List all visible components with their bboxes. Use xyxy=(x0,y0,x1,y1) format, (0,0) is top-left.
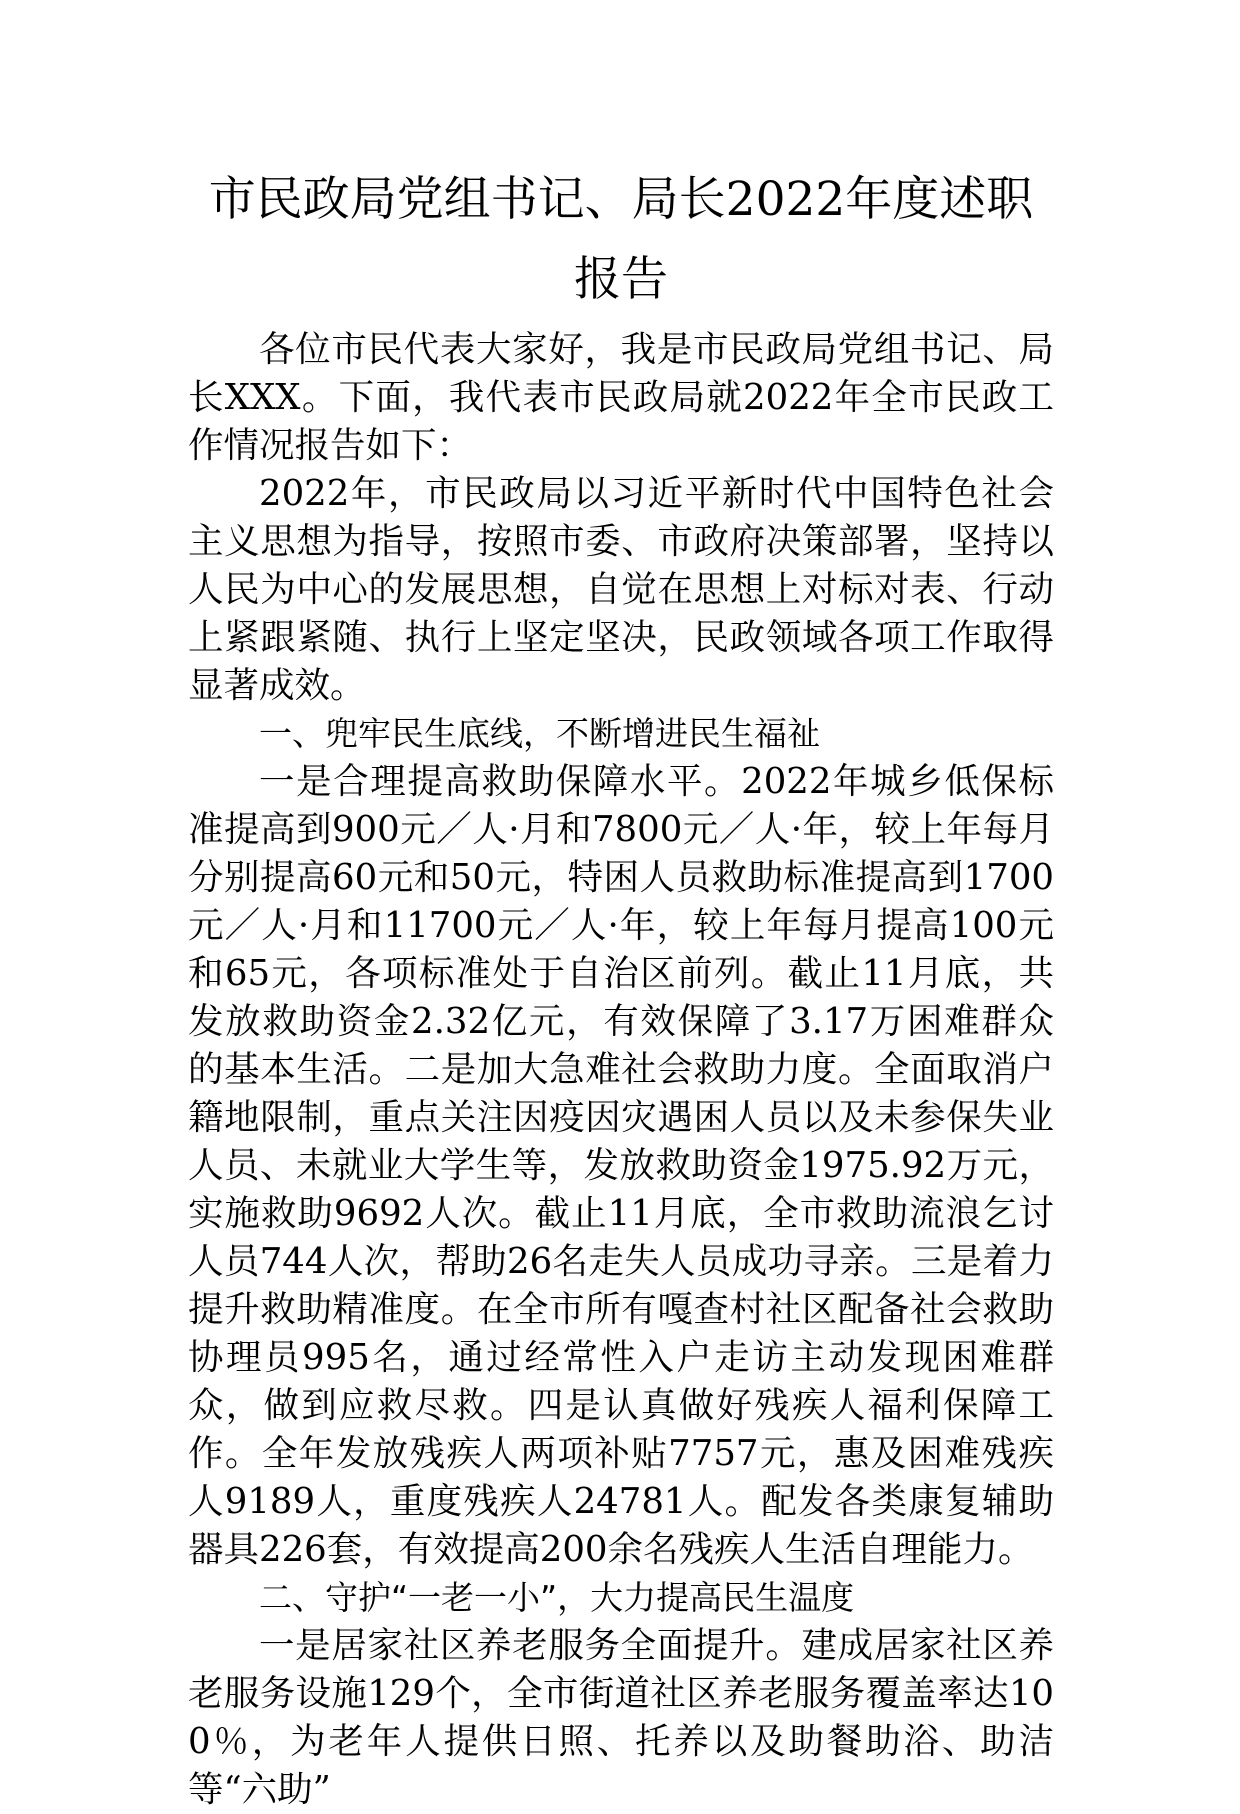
document-page xyxy=(188,160,1054,1814)
intro-paragraph: 各位市民代表大家好，我是市民政局党组书记、局长XXX。下面，我代表市民政局就2022年全市民政工作情况报告如下： xyxy=(188,329,1054,466)
overview-paragraph: 2022年，市民政局以习近平新时代中国特色社会主义思想为指导，按照市委、市政府决策部署，坚持以人民为中心的发展思想，自觉在思想上对标对表、行动上紧跟紧随、执行上坚定坚决，民政领域各项工作取得显著成效。 xyxy=(188,473,1054,706)
section-heading-2: 二、守护“一老一小”，大力提高民生温度 xyxy=(258,1578,855,1617)
section-heading-1: 一、兜牢民生底线，不断增进民生福祉 xyxy=(258,714,820,753)
section-paragraph-1: 一是合理提高救助保障水平。2022年城乡低保标准提高到900元／人·月和7800元／人·年，较上年每月分别提高60元和50元，特困人员救助标准提高到1700元／人·月和11700元／人·年，较上年每月提高100元和65元，各项标准处于自治区前列。截止11月底，共发放救助资金2.32亿元，有效保障了3.17万困难群众的基本生活。二是加大急难社会救助力度。全面取消户籍地限制，重点关注因疫因灾遇困人员以及未参保失业人员、未就业大学生等，发放救助资金1975.92万元，实施救助9692人次。截止11月底，全市救助流浪乞讨人员744人次，帮助26名走失人员成功寻亲。三是着力提升救助精准度。在全市所有嘎查村社区配备社会救助协理员995名，通过经常性入户走访主动发现困难群众，做到应救尽救。四是认真做好残疾人福利保障工作。全年发放残疾人两项补贴7757元，惠及困难残疾人9189人，重度残疾人24781人。配发各类康复辅助器具226套，有效提高200余名残疾人生活自理能力。 xyxy=(188,761,1054,1570)
section-paragraph-2: 一是居家社区养老服务全面提升。建成居家社区养老服务设施129个，全市街道社区养老服务覆盖率达100％，为老年人提供日照、托养以及助餐助浴、助洁等“六助” xyxy=(188,1625,1054,1810)
document-body xyxy=(188,326,1054,1814)
document-title: 市民政局党组书记、局长2022年度述职报告 xyxy=(208,172,1034,307)
